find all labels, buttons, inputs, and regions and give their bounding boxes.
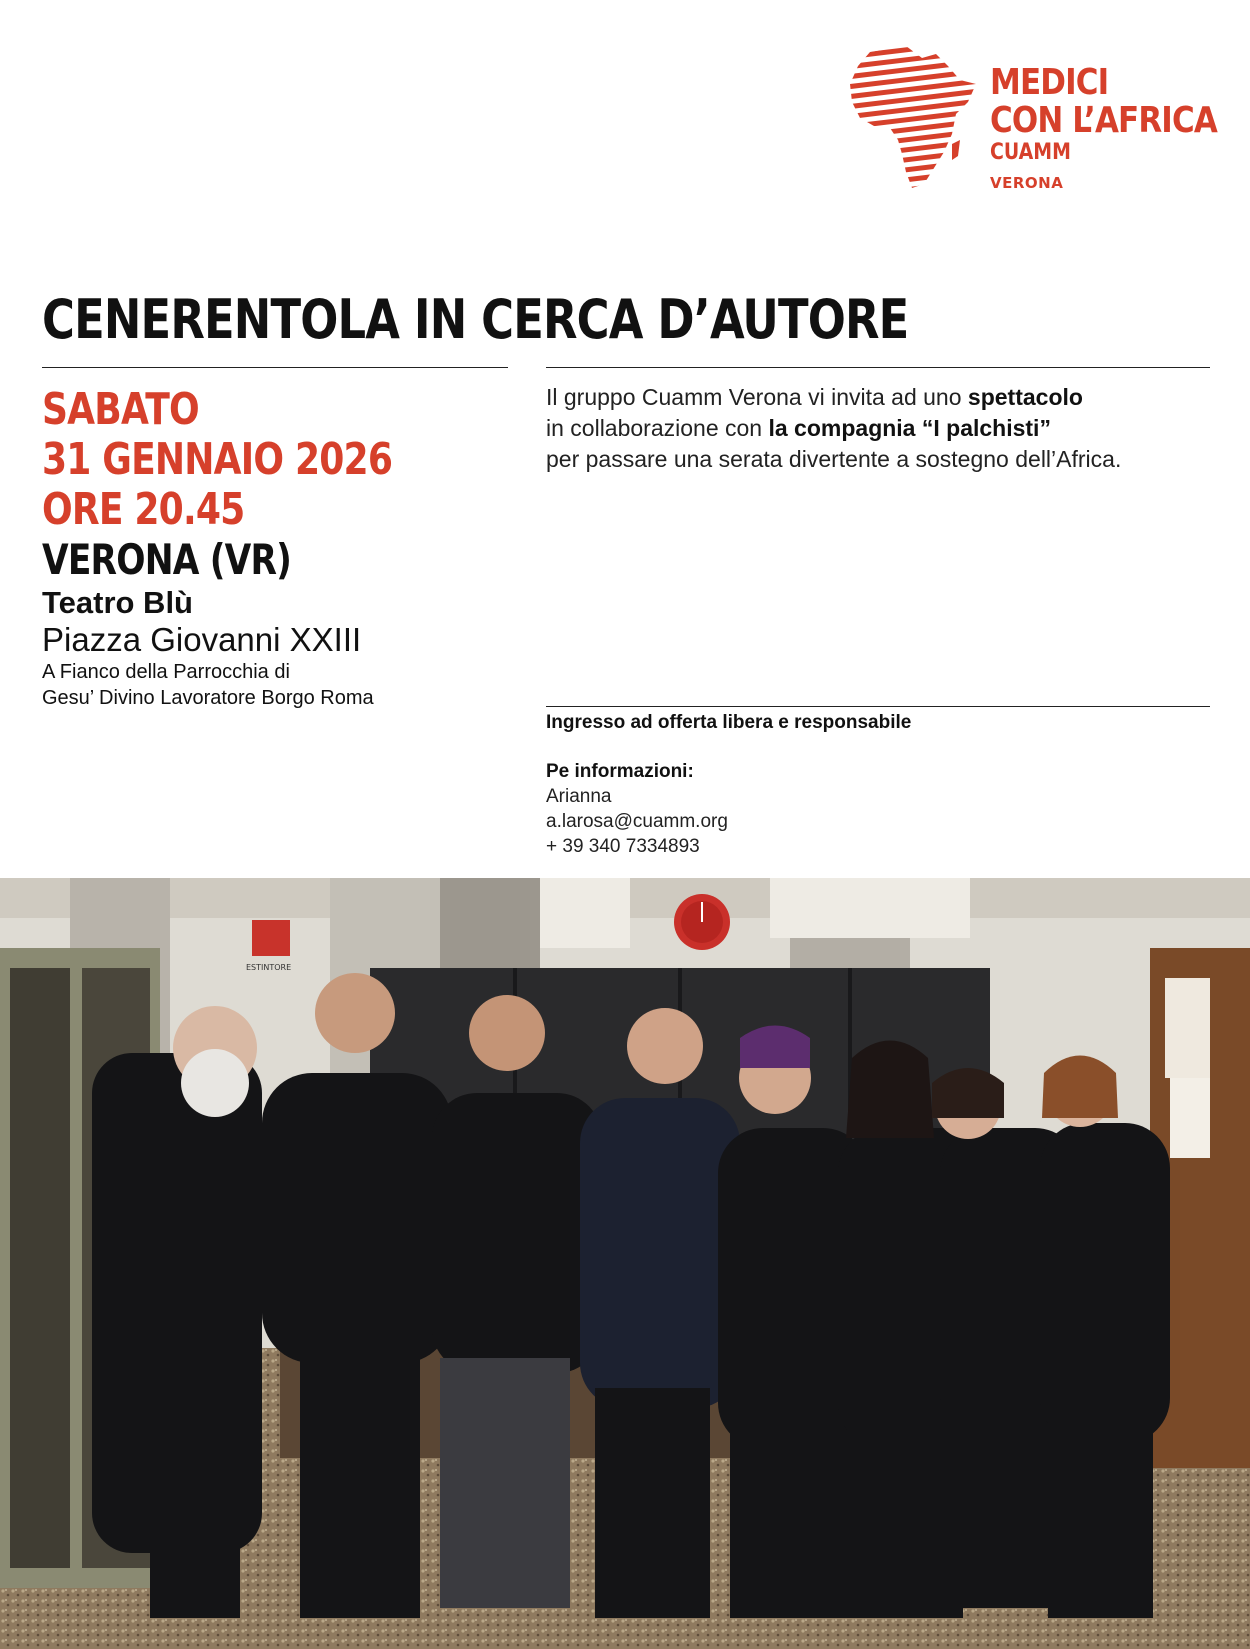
extinguisher-sign: ESTINTORE	[246, 963, 292, 972]
divider-right	[546, 367, 1210, 368]
intro-text-2: in collaborazione con	[546, 415, 769, 441]
page-title: CENERENTOLA IN CERCA D’AUTORE	[42, 288, 909, 351]
info-block	[546, 710, 911, 859]
contact-phone[interactable]: + 39 340 7334893	[546, 836, 700, 857]
contact-name: Arianna	[546, 786, 612, 807]
intro-text-3: per passare una serata divertente a sostegno dell’Africa.	[546, 446, 1122, 472]
intro-text-1: Il gruppo Cuamm Verona vi invita ad uno	[546, 384, 968, 410]
contact-heading: Pe informazioni:	[546, 761, 694, 782]
event-note-line-2: Gesu’ Divino Lavoratore Borgo Roma	[42, 687, 374, 709]
event-day: SABATO	[42, 384, 199, 435]
event-venue: Teatro Blù	[42, 585, 193, 620]
africa-stripes-icon	[848, 44, 978, 190]
group-photo-icon	[0, 878, 1250, 1649]
event-street: Piazza Giovanni XXIII	[42, 621, 362, 658]
event-note-line-1: A Fianco della Parrocchia di	[42, 661, 290, 683]
logo-line-1: MEDICI	[990, 62, 1109, 103]
entry-note: Ingresso ad offerta libera e responsabile	[546, 712, 912, 733]
intro-bold-2: la compagnia “I palchisti”	[768, 415, 1051, 441]
intro-bold-1: spettacolo	[967, 384, 1083, 410]
contact-email[interactable]: a.larosa@cuamm.org	[546, 811, 728, 832]
divider-left	[42, 367, 508, 368]
event-city: VERONA (VR)	[42, 535, 292, 584]
divider-info	[546, 706, 1210, 707]
logo-line-3: CUAMM	[990, 140, 1071, 165]
event-details	[42, 385, 469, 711]
event-date: 31 GENNAIO 2026	[42, 434, 393, 485]
cuamm-logo	[848, 44, 1218, 194]
group-photo	[0, 878, 1250, 1649]
intro-paragraph	[546, 382, 1121, 475]
event-time: ORE 20.45	[42, 484, 245, 535]
logo-city: VERONA	[990, 174, 1064, 192]
logo-line-2: CON L’AFRICA	[990, 100, 1217, 141]
